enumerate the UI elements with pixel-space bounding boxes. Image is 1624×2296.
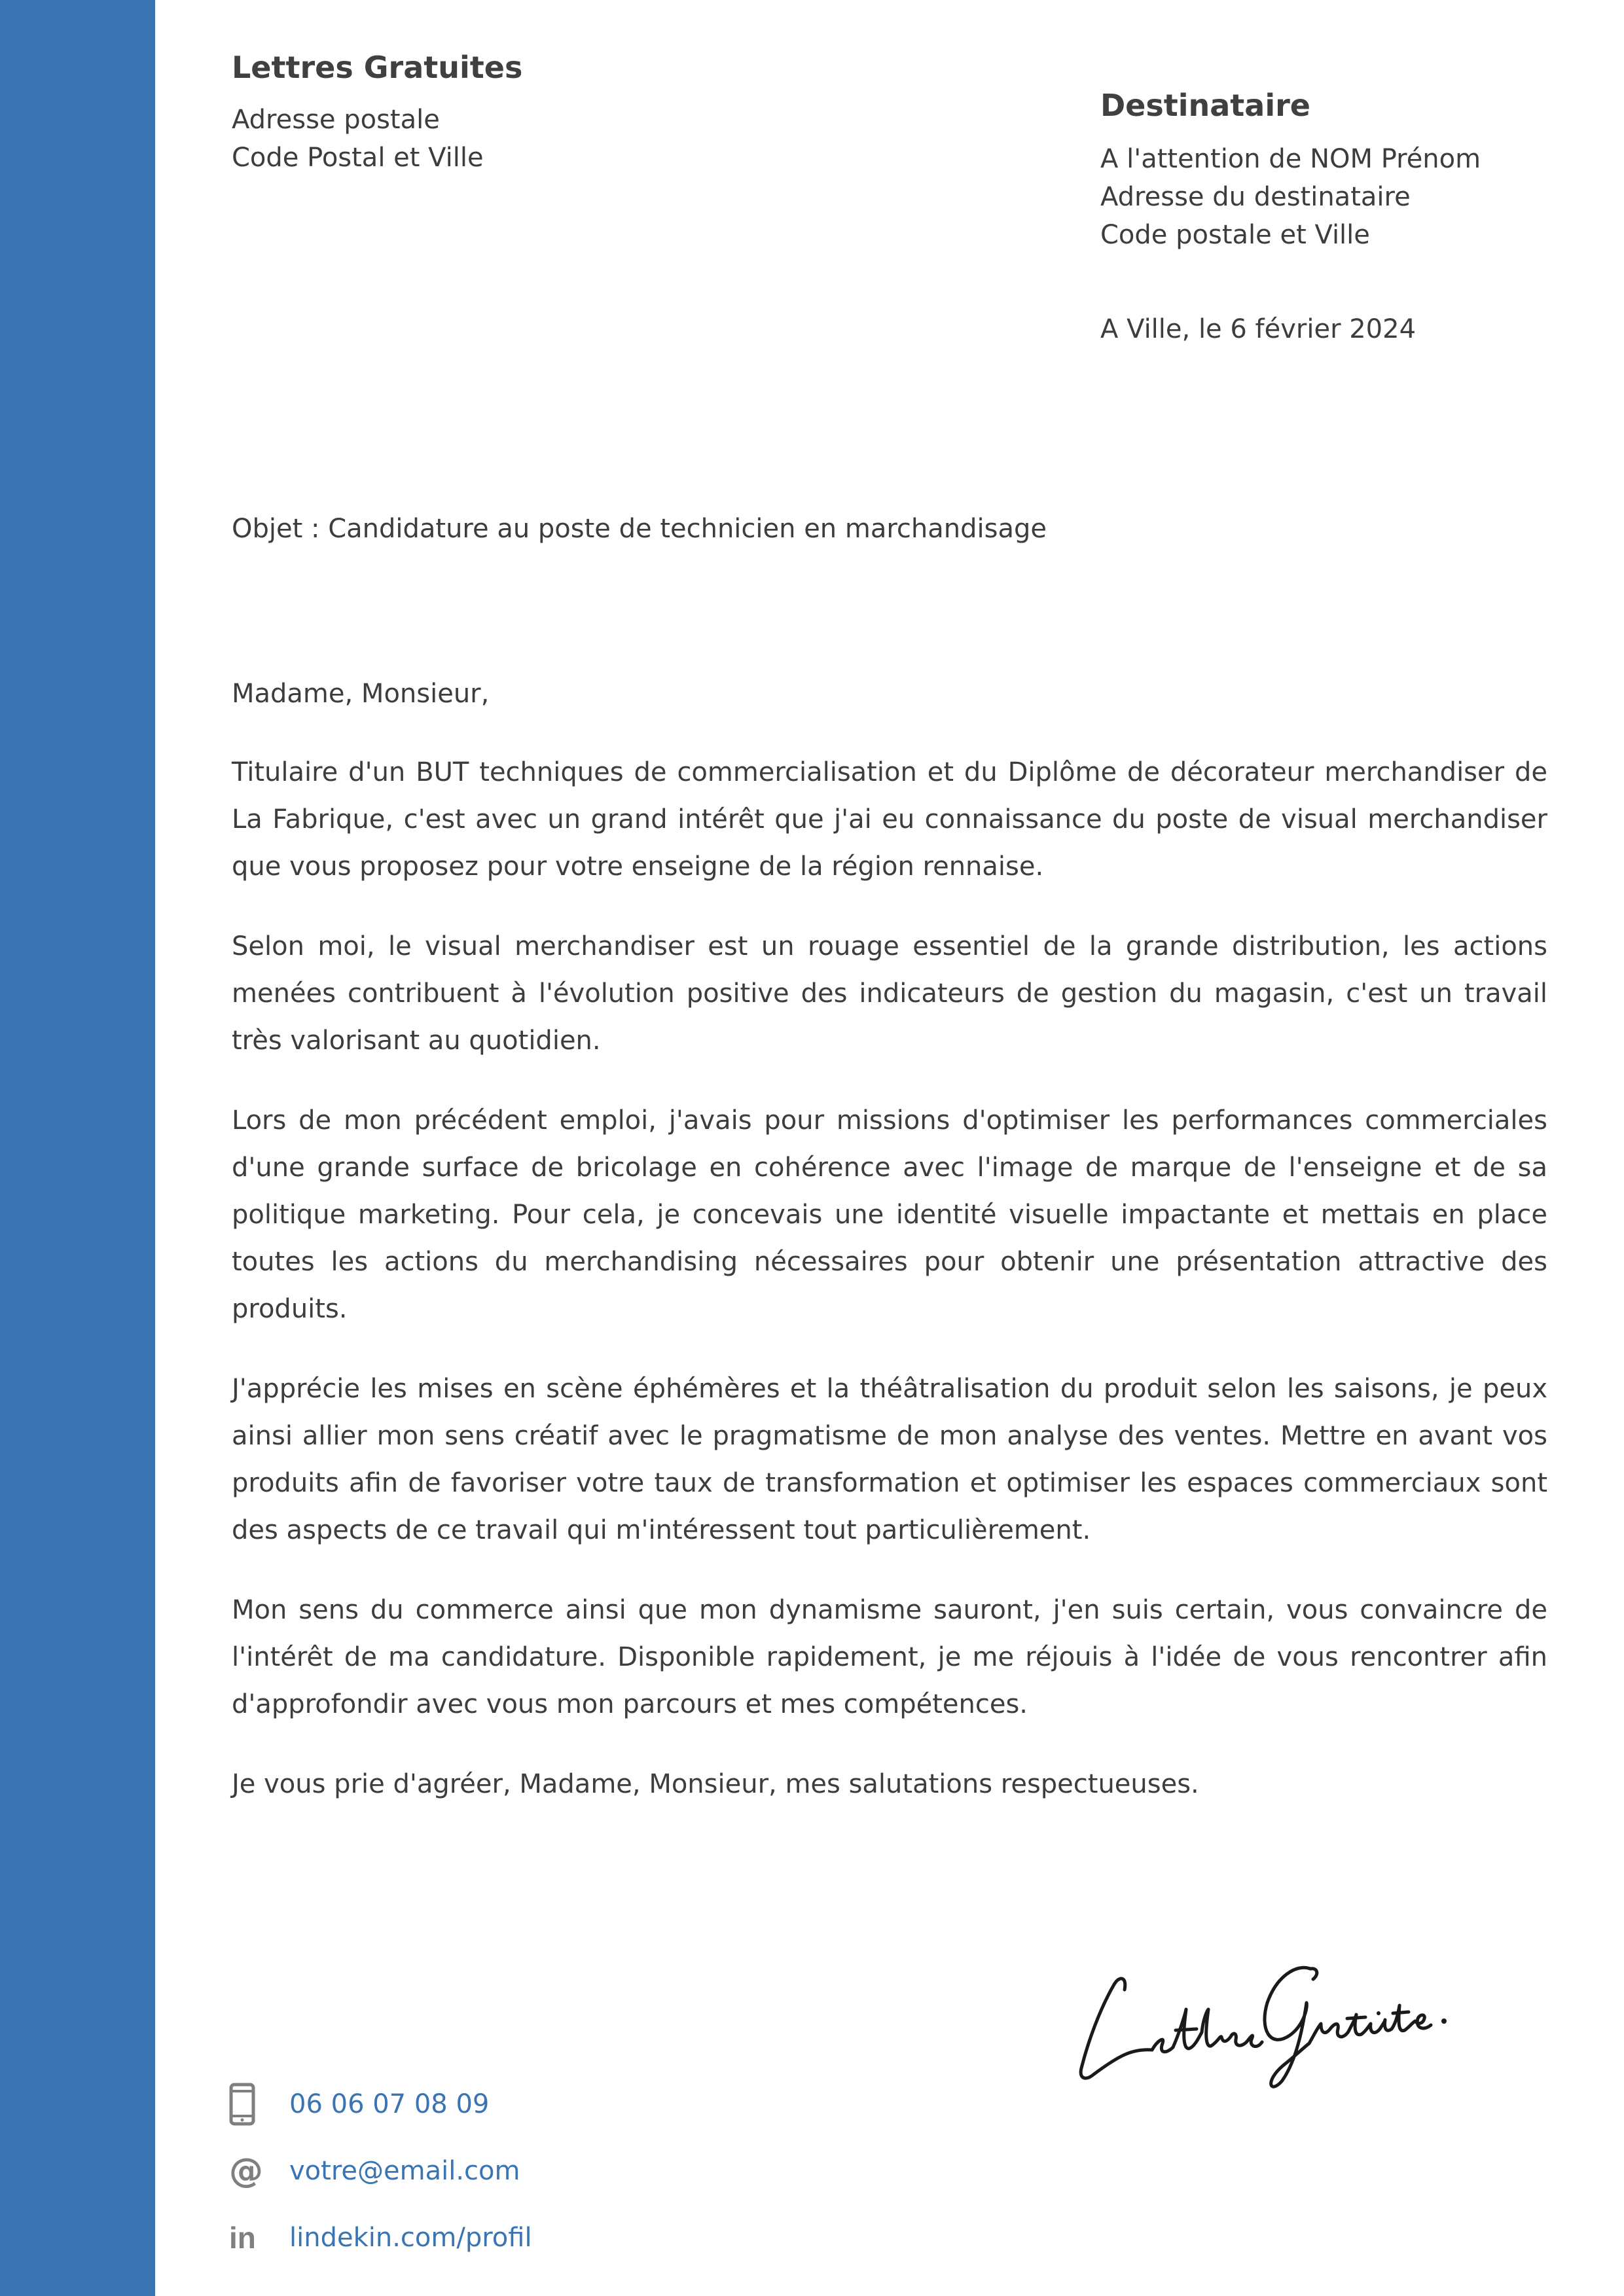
contact-phone — [229, 2081, 818, 2127]
closing: Je vous prie d'agréer, Madame, Monsieur, mes salutations respectueuses. — [232, 1769, 1199, 1799]
contact-linkedin — [229, 2215, 818, 2261]
recipient-address: Adresse du destinataire — [1100, 182, 1411, 212]
at-sign-icon: @ — [229, 2151, 263, 2191]
sender-block — [232, 45, 821, 177]
email-link[interactable]: votre@email.com — [289, 2156, 520, 2186]
signature — [1074, 1937, 1453, 2094]
contact-email — [229, 2148, 818, 2194]
recipient-attention: A l'attention de NOM Prénom — [1100, 144, 1481, 174]
recipient-block — [1100, 82, 1598, 254]
recipient-city: Code postale et Ville — [1100, 220, 1370, 250]
contact-list — [229, 2081, 818, 2282]
sender-address-line1: Adresse postale — [232, 105, 440, 135]
sidebar-accent — [0, 0, 155, 2296]
body-paragraph: Lors de mon précédent emploi, j'avais pour missions d'optimiser les performances commerciales d'une grande surface de bricolage en cohérence avec l'image de marque de l'enseigne et de sa politique marketing. Pour cela, je concevais une identité visuelle impactante et mettais en place toutes les actions du merchandising nécessaires pour obtenir une présentation attractive des produits. — [232, 1105, 1547, 1324]
phone-icon — [229, 2081, 262, 2127]
letter-body — [232, 670, 1547, 1840]
linkedin-icon: in — [229, 2221, 256, 2255]
body-paragraph: J'apprécie les mises en scène éphémères et la théâtralisation du produit selon les saisons, je peux ainsi allier mon sens créatif avec le pragmatisme de mon analyse des ventes. Mettre en avant vos produits afin de favoriser votre taux de transformation et optimiser les espaces commerciaux sont des aspects de ce travail qui m'intéressent tout particulièrement. — [232, 1374, 1547, 1545]
sender-name: Lettres Gratuites — [232, 50, 523, 85]
linkedin-link[interactable]: lindekin.com/profil — [289, 2223, 532, 2253]
phone-number[interactable]: 06 06 07 08 09 — [289, 2089, 490, 2119]
body-paragraph: Mon sens du commerce ainsi que mon dynamisme sauront, j'en suis certain, vous convaincre de l'intérêt de ma candidature. Disponible rapidement, je me réjouis à l'idée de vous rencontrer afin d'approfondir avec vous mon parcours et mes compétences. — [232, 1595, 1547, 1719]
letter-subject: Objet : Candidature au poste de technicien en marchandisage — [232, 514, 1047, 544]
recipient-title: Destinataire — [1100, 88, 1310, 123]
letter-date: A Ville, le 6 février 2024 — [1100, 314, 1416, 344]
greeting: Madame, Monsieur, — [232, 679, 490, 709]
body-paragraph: Selon moi, le visual merchandiser est un rouage essentiel de la grande distribution, les actions menées contribuent à l'évolution positive des indicateurs de gestion du magasin, c'est un travail très valorisant au quotidien. — [232, 931, 1547, 1056]
body-paragraph: Titulaire d'un BUT techniques de commercialisation et du Diplôme de décorateur merchandiser de La Fabrique, c'est avec un grand intérêt que j'ai eu connaissance du poste de visual merchandiser que vous proposez pour votre enseigne de la région rennaise. — [232, 757, 1547, 882]
sender-address-line2: Code Postal et Ville — [232, 143, 484, 173]
